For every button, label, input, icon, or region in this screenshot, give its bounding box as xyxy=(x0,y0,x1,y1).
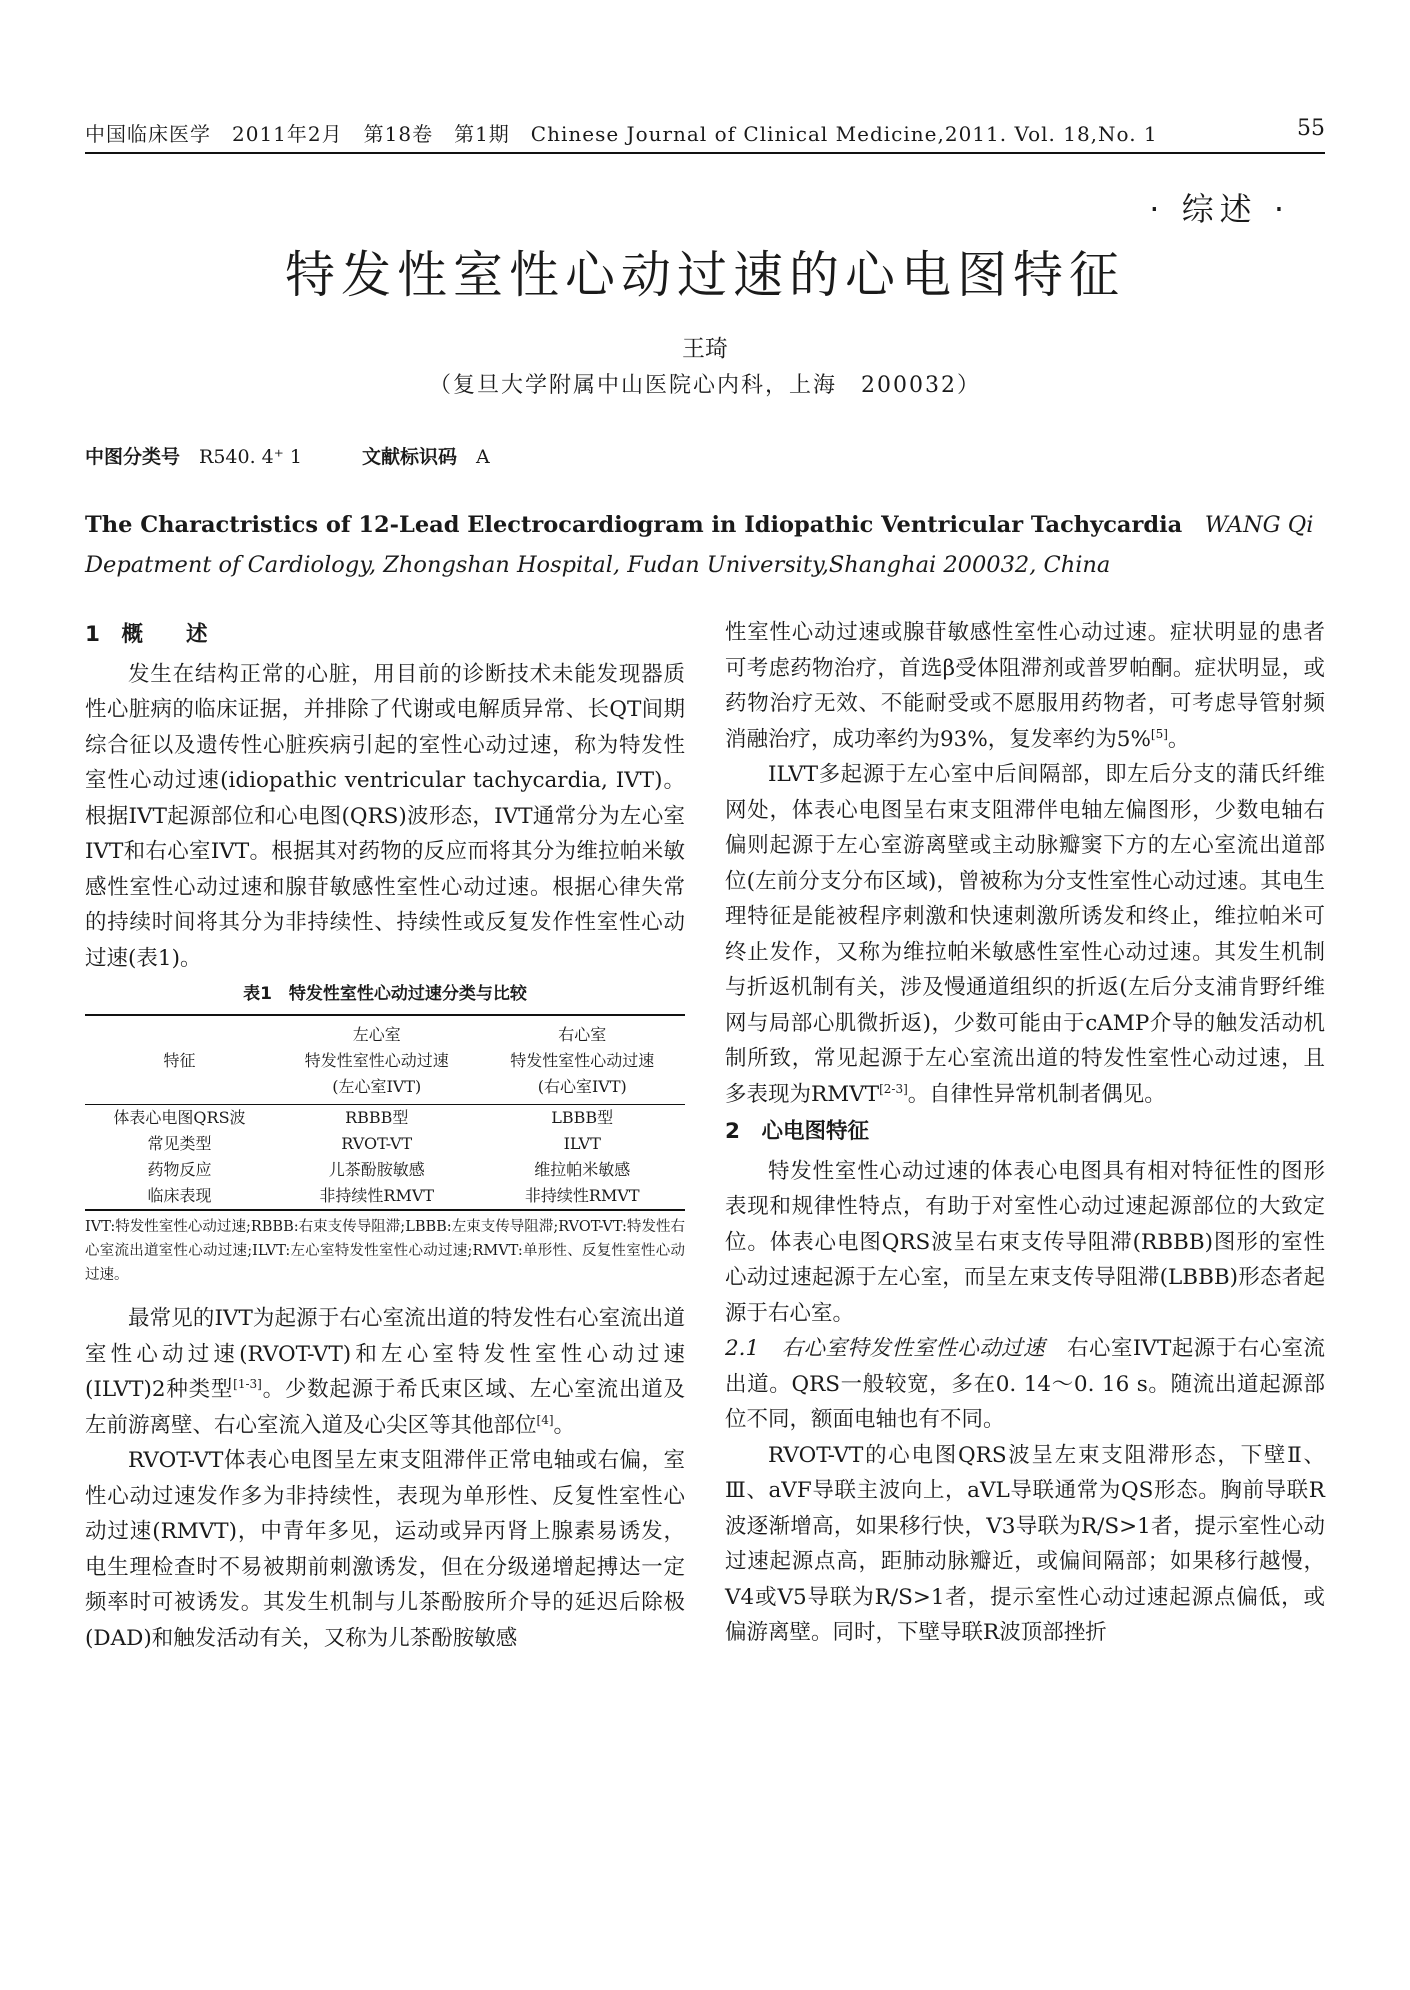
doc-label: 文献标识码 xyxy=(361,446,457,468)
citation: [4] xyxy=(536,1412,554,1427)
table-cell: RVOT-VT xyxy=(341,1134,413,1153)
subsection-2-1-heading: 2.1 右心室特发性室性心动过速 xyxy=(725,1336,1046,1361)
table-cell: 临床表现 xyxy=(85,1183,274,1210)
table-cell: 常见类型 xyxy=(147,1134,212,1153)
doc-value: A xyxy=(475,446,490,468)
right-paragraph-1: 性室性心动过速或腺苷敏感性室性心动过速。症状明显的患者可考虑药物治疗，首选β受体阻滞剂或普罗帕酮。症状明显，或药物治疗无效、不能耐受或不愿服用药物者，可考虑导管射频消融治疗，成功率约为93%，复发率约为5%[5]。 xyxy=(725,620,1325,752)
journal-info xyxy=(85,118,1158,147)
table-header-feature: 特征 xyxy=(85,1015,274,1105)
table-row xyxy=(85,1105,685,1132)
table-cell: ILVT xyxy=(563,1134,601,1153)
table-cell: LBBB型 xyxy=(551,1108,614,1127)
english-title-block xyxy=(85,505,1336,585)
section1-paragraph-2: 最常见的IVT为起源于右心室流出道的特发性右心室流出道室性心动过速(RVOT-VT)和左心室特发性室性心动过速(ILVT)2种类型[1-3]。少数起源于希氏束区域、左心室流出道及左前游离壁、右心室流入道及心尖区等其他部位[4]。 xyxy=(85,1306,685,1438)
column-tag: · 综述 · xyxy=(1149,190,1290,228)
affiliation: （复旦大学附属中山医院心内科，上海 200032） xyxy=(429,373,981,398)
section1-heading: 1 概 述 xyxy=(85,622,208,647)
table-cell: 儿茶酚胺敏感 xyxy=(328,1160,425,1179)
english-title: The Charactristics of 12-Lead Electrocardiogram in Idiopathic Ventricular Tachycardia xyxy=(85,512,1183,538)
citation: [5] xyxy=(1150,726,1168,741)
section1-paragraph-1: 发生在结构正常的心脏，用目前的诊断技术未能发现器质性心脏病的临床证据，并排除了代谢或电解质异常、长QT间期综合征以及遗传性心脏疾病引起的室性心动过速，称为特发性室性心动过速(idiopathic ventricular tachycardia, IVT)。根据IVT起源部位和心电图(QRS)波形态，IVT通常分为左心室IVT和右心室IVT。根据其对药物的反应而将其分为维拉帕米敏感性室性心动过速和腺苷敏感性室性心动过速。根据心律失常的持续时间将其分为非持续性、持续性或反复发作性室性心动过速(表1)。 xyxy=(85,661,685,971)
table-cell: 非持续性RMVT xyxy=(479,1183,685,1210)
table1-caption: 表1 特发性室性心动过速分类与比较 xyxy=(243,984,527,1004)
citation: [2-3] xyxy=(879,1081,908,1096)
left-column xyxy=(85,615,685,1656)
section2-paragraph-2: RVOT-VT的心电图QRS波呈左束支阻滞形态，下壁Ⅱ、Ⅲ、aVF导联主波向上，aVL导联通常为QS形态。胸前导联R波逐渐增高，如果移行快，V3导联为R/S>1者，提示室性心动过速起源点高，距肺动脉瓣近，或偏间隔部；如果移行越慢，V4或V5导联为R/S>1者，提示室性心动过速起源点偏低，或偏游离壁。同时，下壁导联R波顶部挫折 xyxy=(725,1442,1325,1645)
citation: [1-3] xyxy=(233,1376,262,1391)
running-header xyxy=(85,112,1325,146)
clc-value: R540. 4⁺ 1 xyxy=(199,446,302,468)
table-header-left: 左心室 特发性室性心动过速 (左心室IVT) xyxy=(274,1015,479,1105)
header-rule xyxy=(85,152,1325,154)
clc-label: 中图分类号 xyxy=(85,446,181,468)
journal-en: Chinese Journal of Clinical Medicine,2011. Vol. 18,No. 1 xyxy=(530,122,1158,146)
table-row xyxy=(85,1131,685,1157)
right-column xyxy=(725,615,1325,1651)
journal-cn: 中国临床医学 2011年2月 第18卷 第1期 xyxy=(85,122,510,146)
author: 王琦 xyxy=(682,336,728,362)
table-row xyxy=(85,1183,685,1210)
table-cell: 药物反应 xyxy=(147,1160,212,1179)
table-cell: 维拉帕米敏感 xyxy=(534,1160,631,1179)
right-paragraph-2: ILVT多起源于左心室中后间隔部，即左后分支的蒲氏纤维网处，体表心电图呈右束支阻滞伴电轴左偏图形，少数电轴右偏则起源于左心室游离壁或主动脉瓣窦下方的左心室流出道部位(左前分支分布区域)，曾被称为分支性室性心动过速。其电生理特征是能被程序刺激和快速刺激所诱发和终止，维拉帕米可终止发作，又称为维拉帕米敏感性室性心动过速。其发生机制与折返机制有关，涉及慢通道组织的折返(左后分支浦肯野纤维网与局部心肌微折返)，少数可能由于cAMP介导的触发活动机制所致，常见起源于左心室流出道的特发性室性心动过速，且多表现为RMVT[2-3]。自律性异常机制者偶见。 xyxy=(725,762,1325,1107)
section2-heading: 2 心电图特征 xyxy=(725,1119,869,1144)
table-row xyxy=(85,1157,685,1183)
english-author-affiliation: WANG Qi Depatment of Cardiology, Zhongshan Hospital, Fudan University,Shanghai 200032, China xyxy=(85,512,1336,578)
table1 xyxy=(85,1014,685,1211)
subsection-2-1: 2.1 右心室特发性室性心动过速 右心室IVT起源于右心室流出道。QRS一般较宽，多在0. 14～0. 16 s。随流出道起源部位不同，额面电轴也有不同。 xyxy=(725,1336,1325,1432)
page-number: 55 xyxy=(1297,116,1325,141)
table1-note: IVT:特发性室性心动过速;RBBB:右束支传导阻滞;LBBB:左束支传导阻滞;RVOT-VT:特发性右心室流出道室性心动过速;ILVT:左心室特发性室性心动过速;RMVT:单形性、反复性室性心动过速。 xyxy=(85,1219,685,1283)
section1-paragraph-3: RVOT-VT体表心电图呈左束支阻滞伴正常电轴或右偏，室性心动过速发作多为非持续性，表现为单形性、反复性室性心动过速(RMVT)，中青年多见，运动或异丙肾上腺素易诱发，电生理检查时不易被期前刺激诱发，但在分级递增起搏达一定频率时可被诱发。其发生机制与儿茶酚胺所介导的延迟后除极(DAD)和触发活动有关，又称为儿茶酚胺敏感 xyxy=(85,1448,685,1651)
table-cell: 非持续性RMVT xyxy=(274,1183,479,1210)
table-cell: RBBB型 xyxy=(345,1108,409,1127)
section2-paragraph-1: 特发性室性心动过速的体表心电图具有相对特征性的图形表现和规律性特点，有助于对室性心动过速起源部位的大致定位。体表心电图QRS波呈右束支传导阻滞(RBBB)图形的室性心动过速起源于左心室，而呈左束支传导阻滞(LBBB)形态者起源于右心室。 xyxy=(725,1158,1325,1326)
classification-line xyxy=(85,442,490,469)
table-header-right: 右心室 特发性室性心动过速 (右心室IVT) xyxy=(479,1015,685,1105)
table-cell: 体表心电图QRS波 xyxy=(113,1108,246,1127)
article-title: 特发性室性心动过速的心电图特征 xyxy=(285,246,1125,304)
